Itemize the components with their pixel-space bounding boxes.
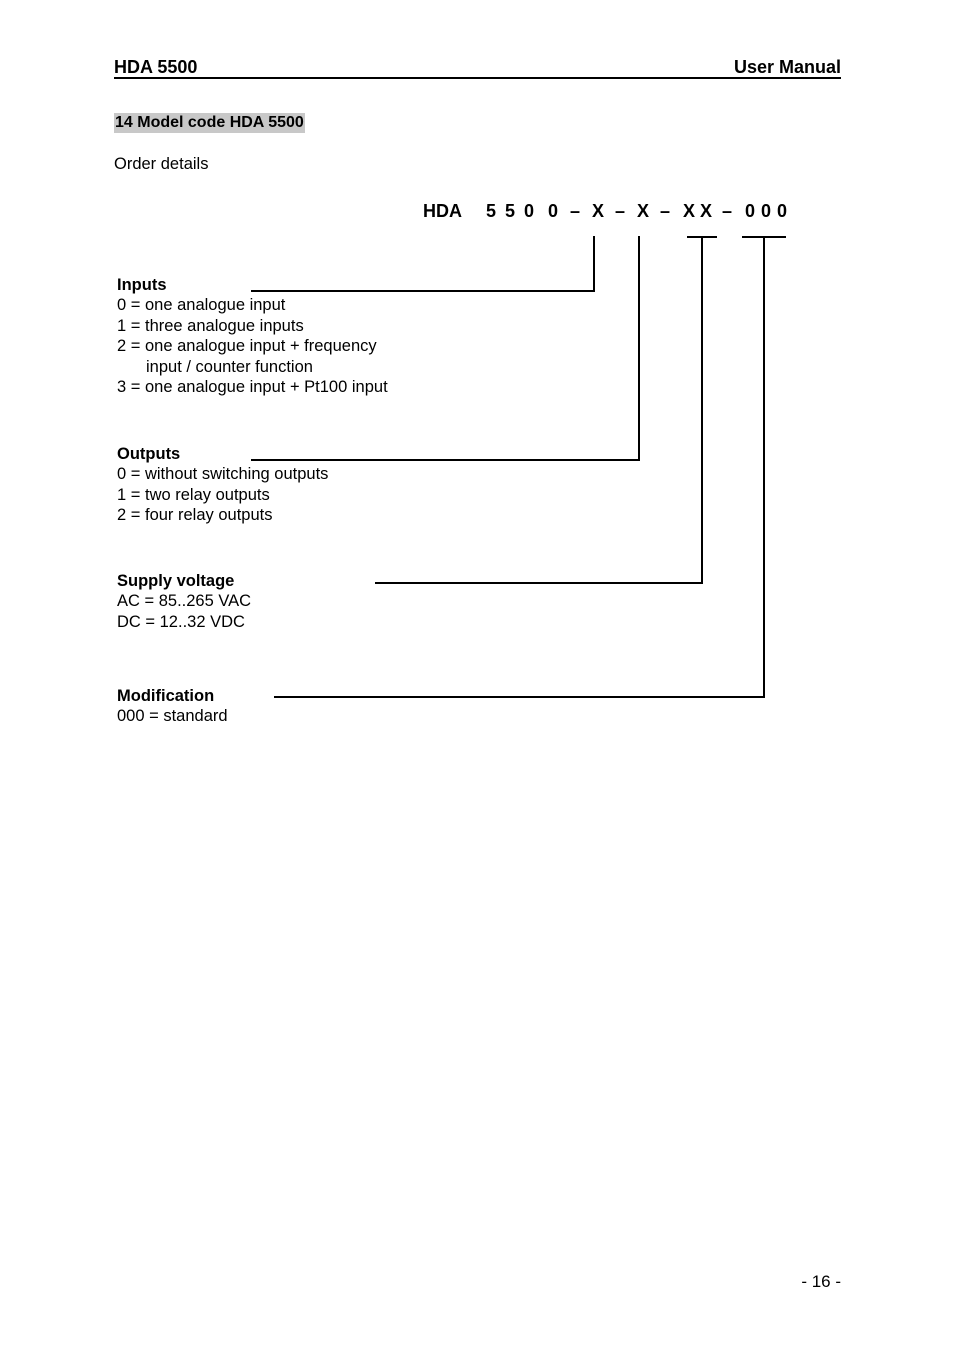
supply-option: AC = 85..265 VAC [117, 592, 252, 611]
modification-section [117, 686, 228, 727]
model-code-char: 0 [524, 201, 535, 221]
model-code-modification-digit: 0 [777, 201, 788, 221]
supply-section [117, 571, 251, 632]
model-code-separator: – [722, 201, 733, 221]
section-title: 14 Model code HDA 5500 [115, 114, 304, 131]
inputs-option: 1 = three analogue inputs [117, 316, 304, 335]
order-details-label: Order details [114, 155, 209, 173]
outputs-option: 0 = without switching outputs [117, 465, 329, 484]
model-code-separator: – [615, 201, 626, 221]
page-number: - 16 - [801, 1272, 841, 1291]
outputs-section [117, 444, 328, 526]
outputs-option: 1 = two relay outputs [117, 485, 270, 504]
model-code-inputs-digit: X [592, 201, 605, 221]
outputs-title: Outputs [117, 445, 181, 463]
header-rule [114, 77, 841, 79]
model-code-char: 0 [548, 201, 559, 221]
inputs-option: 3 = one analogue input + Pt100 input [117, 378, 388, 397]
inputs-option-continuation: input / counter function [146, 357, 313, 376]
inputs-title: Inputs [117, 276, 167, 294]
modification-title: Modification [117, 687, 215, 705]
model-code-char: 5 [486, 201, 497, 221]
inputs-option: 2 = one analogue input + frequency [117, 337, 377, 356]
model-code-char: 5 [505, 201, 516, 221]
outputs-connector-vertical [638, 236, 640, 461]
inputs-option: 0 = one analogue input [117, 296, 286, 315]
model-code [0, 201, 954, 225]
inputs-section [117, 275, 388, 397]
model-code-supply-digit: X [700, 201, 713, 221]
supply-option: DC = 12..32 VDC [117, 612, 245, 631]
supply-title: Supply voltage [117, 572, 235, 590]
modification-option: 000 = standard [117, 707, 228, 726]
inputs-connector-vertical [593, 236, 595, 292]
model-code-supply-digit: X [683, 201, 696, 221]
header-title: HDA 5500 [114, 57, 198, 77]
model-code-separator: – [660, 201, 671, 221]
modification-connector-vertical [763, 236, 765, 698]
model-code-prefix: HDA [423, 201, 462, 221]
model-code-outputs-digit: X [637, 201, 650, 221]
model-code-separator: – [570, 201, 581, 221]
outputs-option: 2 = four relay outputs [117, 506, 273, 525]
supply-connector-vertical [701, 236, 703, 584]
supply-connector-horizontal [375, 582, 703, 584]
model-code-modification-digit: 0 [761, 201, 772, 221]
model-code-modification-digit: 0 [745, 201, 756, 221]
modification-connector-horizontal [274, 696, 765, 698]
header-manual-label: User Manual [733, 57, 841, 77]
